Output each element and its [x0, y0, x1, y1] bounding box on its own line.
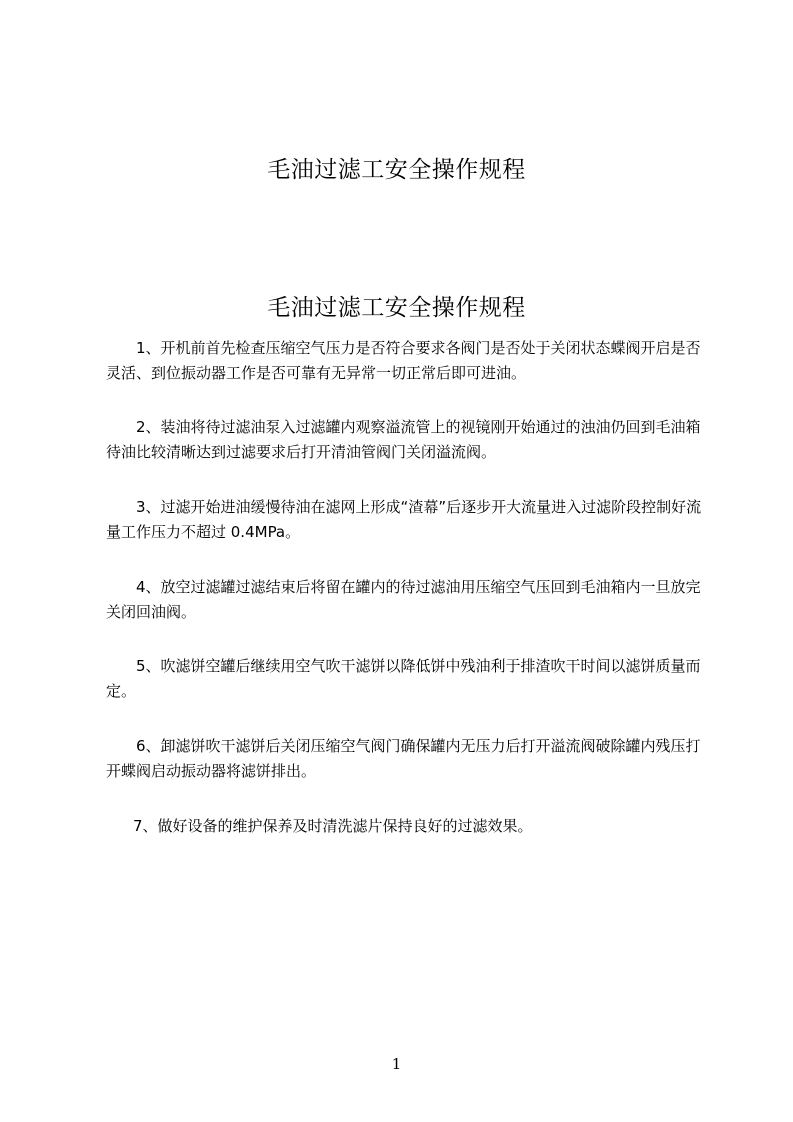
page-number: 1 — [391, 1055, 402, 1073]
paragraph-step-1: 1、开机前首先检查压缩空气压力是否符合要求各阀门是否处于关闭状态蝶阀开启是否灵活、到位振动器工作是否可靠有无异常一切正常后即可进油。 — [106, 339, 701, 382]
document-main-title: 毛油过滤工安全操作规程 — [267, 295, 526, 322]
document-header-title: 毛油过滤工安全操作规程 — [267, 157, 526, 184]
paragraph-step-6: 6、卸滤饼吹干滤饼后关闭压缩空气阀门确保罐内无压力后打开溢流阀破除罐内残压打开蝶阀启动振动器将滤饼排出。 — [106, 737, 701, 780]
paragraph-step-3: 3、过滤开始进油缓慢待油在滤网上形成“渣幕”后逐步开大流量进入过滤阶段控制好流量工作压力不超过 0.4MPa。 — [106, 498, 702, 541]
paragraph-step-7: 7、做好设备的维护保养及时清洗滤片保持良好的过滤效果。 — [133, 817, 533, 835]
paragraph-step-4: 4、放空过滤罐过滤结束后将留在罐内的待过滤油用压缩空气压回到毛油箱内一旦放完关闭回油阀。 — [106, 578, 701, 621]
paragraph-step-5: 5、吹滤饼空罐后继续用空气吹干滤饼以降低饼中残油利于排渣吹干时间以滤饼质量而定。 — [106, 657, 701, 700]
paragraph-step-2: 2、装油将待过滤油泵入过滤罐内观察溢流管上的视镜刚开始通过的浊油仍回到毛油箱待油比较清晰达到过滤要求后打开清油管阀门关闭溢流阀。 — [106, 418, 701, 461]
